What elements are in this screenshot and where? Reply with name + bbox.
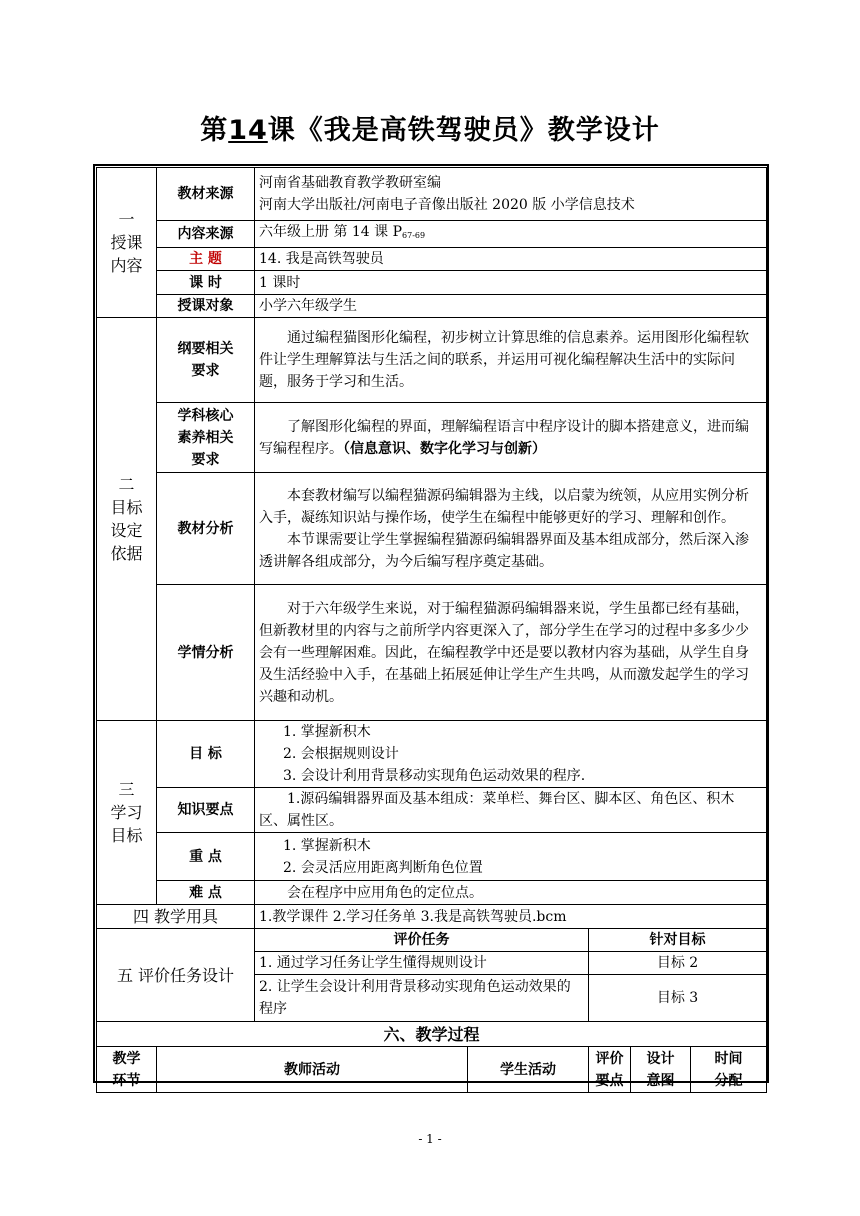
row-label-textbook: 教材分析	[157, 473, 255, 585]
key-point-item: 2. 会灵活应用距离判断角色位置	[283, 859, 483, 876]
goal-item: 1. 掌握新积木	[283, 724, 371, 740]
row-label-hours: 课 时	[157, 271, 255, 295]
page-title: 第14课《我是高铁驾驶员》教学设计	[200, 115, 660, 146]
process-col-stage: 教学 环节	[97, 1047, 157, 1093]
row-value-difficulty: 会在程序中应用角色的定位点。	[255, 881, 767, 905]
row-label-students: 学情分析	[157, 585, 255, 721]
row-label-source: 教材来源	[157, 168, 255, 221]
row-value-goals	[255, 721, 767, 788]
row-value-outline: 通过编程猫图形化编程，初步树立计算思维的信息素养。运用图形化编程软件让学生理解算法与生活之间的联系，并运用可视化编程解决生活中的实际问题，服务于学习和生活。	[255, 318, 767, 403]
eval-task-cell: 2. 让学生会设计利用背景移动实现角色运动效果的程序	[255, 975, 589, 1022]
section-2-label: 二 目标 设定 依据	[97, 318, 157, 721]
process-col-student: 学生活动	[468, 1047, 589, 1093]
section-4-label: 四 教学用具	[97, 905, 255, 929]
lesson-number: 14	[228, 115, 268, 146]
eval-task-cell: 1. 通过学习任务让学生懂得规则设计	[255, 952, 589, 975]
row-value-core: 了解图形化编程的界面，理解编程语言中程序设计的脚本搭建意义，进而编写编程程序。（信息意识、数字化学习与创新）	[255, 403, 767, 473]
process-col-time: 时间 分配	[691, 1047, 767, 1093]
eval-target-cell: 目标 3	[589, 975, 767, 1022]
row-value-students: 对于六年级学生来说，对于编程猫源码编辑器来说，学生虽都已经有基础，但新教材里的内容与之前所学内容更深入了，部分学生在学习的过程中多多少少会有一些理解困难。因此，在编程教学中还是要以教材内容为基础，从学生自身及生活经验中入手，在基础上拓展延伸让学生产生共鸣，从而激发起学生的学习兴趣和动机。	[255, 585, 767, 721]
key-point-item: 1. 掌握新积木	[283, 837, 371, 854]
eval-header-task: 评价任务	[255, 929, 589, 952]
row-value-knowledge: 1.源码编辑器界面及基本组成：菜单栏、舞台区、脚本区、角色区、积木区、属性区。	[255, 788, 767, 833]
row-label-knowledge: 知识要点	[157, 788, 255, 833]
page-number: - 1 -	[418, 1132, 442, 1146]
eval-header-target: 针对目标	[589, 929, 767, 952]
row-label-topic: 主 题	[157, 248, 255, 271]
section-6-label: 六、教学过程	[97, 1022, 767, 1047]
row-label-difficulty: 难 点	[157, 881, 255, 905]
process-col-intent: 设计 意图	[631, 1047, 691, 1093]
goal-item: 2. 会根据规则设计	[283, 746, 399, 762]
row-label-audience: 授课对象	[157, 295, 255, 318]
row-value-textbook: 本套教材编写以编程猫源码编辑器为主线，以启蒙为统领，从应用实例分析入手，凝练知识站与操作场，使学生在编程中能够更好的学习、理解和创作。 本节课需要让学生掌握编程猫源码编辑器界面及基本组成部分，然后深入渗透讲解各组成部分，为今后编写程序奠定基础。	[255, 473, 767, 585]
eval-target-cell: 目标 2	[589, 952, 767, 975]
row-label-goals: 目 标	[157, 721, 255, 788]
row-value-audience: 小学六年级学生	[255, 295, 767, 318]
row-label-key-points: 重 点	[157, 833, 255, 881]
row-value-source: 河南省基础教育教学教研室编 河南大学出版社/河南电子音像出版社 2020 版 小学信息技术	[255, 168, 767, 221]
row-value-topic: 14. 我是高铁驾驶员	[255, 248, 767, 271]
process-col-eval: 评价 要点	[589, 1047, 631, 1093]
section-3-label: 三 学习 目标	[97, 721, 157, 905]
row-label-outline: 纲要相关 要求	[157, 318, 255, 403]
row-value-content: 六年级上册 第 14 课 $P_{67-69}$	[255, 221, 767, 248]
section-5-label: 五 评价任务设计	[97, 929, 255, 1022]
process-col-teacher: 教师活动	[157, 1047, 468, 1093]
row-value-tools: 1.教学课件 2.学习任务单 3.我是高铁驾驶员.bcm	[255, 905, 767, 929]
row-value-hours: 1 课时	[255, 271, 767, 295]
row-label-core: 学科核心 素养相关 要求	[157, 403, 255, 473]
row-label-content: 内容来源	[157, 221, 255, 248]
row-value-key-points	[255, 833, 767, 881]
lesson-plan-table	[96, 167, 767, 1093]
goal-item: 3. 会设计利用背景移动实现角色运动效果的程序.	[283, 768, 586, 784]
section-1-label: 一 授课 内容	[97, 168, 157, 318]
